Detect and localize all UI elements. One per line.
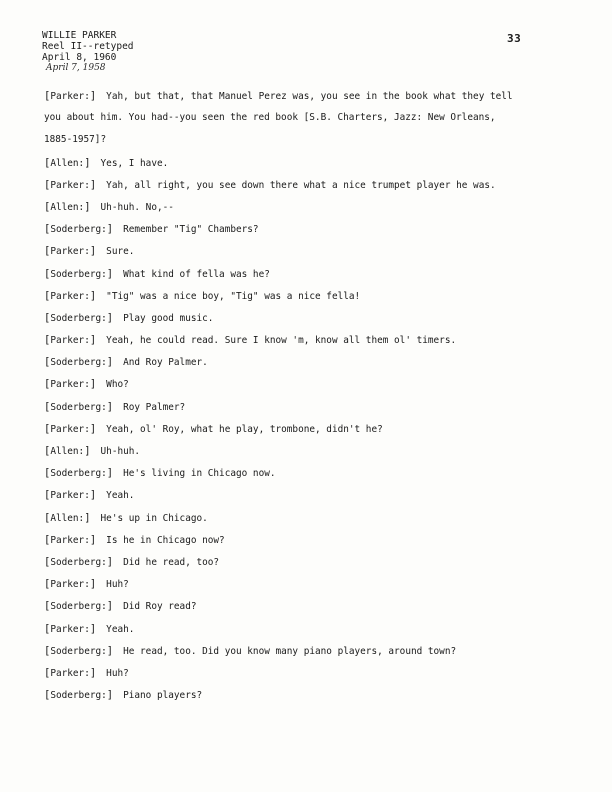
- speaker-label: [44, 85, 96, 108]
- speaker-name: Parker:: [50, 534, 90, 546]
- speaker-label: [44, 152, 91, 175]
- utterance-text: Huh?: [106, 667, 129, 679]
- transcript-line: [44, 396, 564, 418]
- transcript-line: [44, 373, 564, 395]
- close-bracket: ]: [106, 644, 114, 657]
- utterance-text: Uh-huh. No,--: [100, 201, 174, 213]
- utterance-text: And Roy Palmer.: [123, 357, 208, 369]
- speaker-label: [44, 174, 96, 197]
- speaker-label: [44, 573, 96, 596]
- open-bracket: [: [44, 578, 51, 591]
- transcript-line: [44, 684, 564, 706]
- transcript-line: [44, 573, 564, 595]
- transcript-line: [44, 418, 564, 440]
- open-bracket: [: [44, 666, 51, 679]
- utterance-continuation: you about him. You had--you seen the red book [S.B. Charters, Jazz: New Orleans,: [44, 112, 496, 124]
- close-bracket: ]: [89, 622, 97, 635]
- transcript-line: [44, 440, 564, 462]
- close-bracket: ]: [89, 422, 97, 435]
- utterance-text: Piano players?: [123, 690, 203, 702]
- close-bracket: ]: [89, 90, 97, 102]
- speaker-label: [44, 507, 91, 530]
- close-bracket: ]: [89, 245, 97, 258]
- speaker-label: [44, 551, 113, 574]
- utterance-text: He read, too. Did you know many piano players, around town?: [123, 645, 457, 657]
- speaker-name: Parker:: [50, 490, 90, 502]
- speaker-label: [44, 440, 91, 463]
- utterance-text: He's up in Chicago.: [100, 512, 208, 524]
- close-bracket: ]: [89, 289, 97, 302]
- close-bracket: ]: [89, 666, 97, 679]
- speaker-name: Parker:: [50, 91, 90, 102]
- speaker-name: Soderberg:: [50, 401, 107, 413]
- open-bracket: [: [44, 600, 51, 613]
- open-bracket: [: [44, 156, 51, 169]
- handwritten-date: April 7, 1958: [46, 63, 106, 73]
- utterance-text: Play good music.: [123, 312, 214, 324]
- close-bracket: ]: [84, 511, 91, 524]
- speaker-label: [44, 640, 113, 663]
- close-bracket: ]: [89, 489, 97, 502]
- speaker-name: Soderberg:: [50, 601, 107, 613]
- close-bracket: ]: [106, 600, 114, 613]
- speaker-label: [44, 329, 96, 352]
- speaker-name: Parker:: [50, 290, 90, 302]
- open-bracket: [: [44, 689, 51, 702]
- speaker-label: [44, 373, 96, 396]
- transcript-line: [44, 107, 564, 129]
- speaker-label: [44, 418, 96, 441]
- reel-label: Reel II--retyped: [42, 41, 134, 52]
- speaker-name: Parker:: [50, 179, 90, 191]
- open-bracket: [: [44, 267, 51, 280]
- utterance-text: Sure.: [106, 246, 135, 258]
- speaker-name: Parker:: [50, 423, 90, 435]
- utterance-text: Did Roy read?: [123, 601, 197, 613]
- transcript-line: [44, 351, 564, 373]
- speaker-label: [44, 218, 113, 241]
- utterance-text: Yah, all right, you see down there what a nice trumpet player he was.: [106, 179, 496, 191]
- speaker-label: [44, 484, 96, 507]
- close-bracket: ]: [106, 311, 114, 324]
- utterance-text: Roy Palmer?: [123, 401, 186, 413]
- utterance-text: Yeah, ol' Roy, what he play, trombone, didn't he?: [106, 423, 383, 435]
- close-bracket: ]: [89, 533, 97, 546]
- speaker-label: [44, 662, 96, 685]
- speaker-name: Soderberg:: [50, 468, 107, 480]
- speaker-label: [44, 529, 96, 552]
- document-header: [42, 30, 134, 74]
- utterance-text: Uh-huh.: [100, 446, 141, 457]
- page-number: 33: [507, 32, 522, 45]
- speaker-name: Parker:: [50, 379, 90, 391]
- transcript-line: [44, 618, 564, 640]
- transcript-line: [44, 329, 564, 351]
- close-bracket: ]: [106, 356, 114, 369]
- speaker-label: [44, 307, 113, 330]
- speaker-name: Parker:: [50, 667, 90, 679]
- transcript-line: [44, 85, 564, 107]
- speaker-name: Allen:: [50, 446, 85, 457]
- speaker-name: Parker:: [50, 623, 90, 635]
- speaker-label: [44, 240, 96, 263]
- open-bracket: [: [44, 356, 51, 369]
- transcript-line: [44, 595, 564, 617]
- speaker-name: Parker:: [50, 246, 90, 258]
- speaker-name: Allen:: [50, 201, 85, 213]
- utterance-text: "Tig" was a nice boy, "Tig" was a nice fella!: [106, 290, 361, 302]
- speaker-label: [44, 263, 113, 286]
- close-bracket: ]: [89, 378, 97, 391]
- close-bracket: ]: [89, 334, 97, 347]
- speaker-name: Soderberg:: [50, 268, 107, 280]
- utterance-text: Did he read, too?: [123, 556, 220, 568]
- speaker-name: Soderberg:: [50, 690, 107, 702]
- open-bracket: [: [44, 178, 51, 191]
- speaker-name: Allen:: [50, 512, 85, 524]
- transcript-line: [44, 174, 564, 196]
- transcript-body: [44, 85, 564, 706]
- utterance-text: Huh?: [106, 579, 129, 591]
- utterance-text: Yes, I have.: [100, 157, 169, 169]
- transcript-line: [44, 218, 564, 240]
- close-bracket: ]: [84, 445, 91, 457]
- open-bracket: [: [44, 400, 51, 413]
- utterance-continuation: 1885-1957]?: [44, 134, 107, 146]
- speaker-name: Soderberg:: [50, 312, 107, 324]
- utterance-text: Yeah.: [106, 490, 135, 502]
- transcript-line: [44, 307, 564, 329]
- utterance-text: Remember "Tig" Chambers?: [123, 224, 259, 236]
- speaker-name: Parker:: [50, 579, 90, 591]
- speaker-label: [44, 684, 113, 707]
- close-bracket: ]: [106, 267, 114, 280]
- transcript-line: [44, 507, 564, 529]
- close-bracket: ]: [106, 223, 114, 236]
- close-bracket: ]: [89, 178, 97, 191]
- open-bracket: [: [44, 289, 51, 302]
- open-bracket: [: [44, 445, 51, 457]
- close-bracket: ]: [106, 689, 114, 702]
- transcript-line: [44, 196, 564, 218]
- open-bracket: [: [44, 467, 51, 480]
- speaker-name: Allen:: [50, 157, 85, 169]
- transcript-line: [44, 129, 564, 151]
- speaker-label: [44, 595, 113, 618]
- speaker-label: [44, 285, 96, 308]
- open-bracket: [: [44, 334, 51, 347]
- interviewee-name: WILLIE PARKER: [42, 30, 117, 41]
- transcript-line: [44, 662, 564, 684]
- close-bracket: ]: [84, 156, 91, 169]
- open-bracket: [: [44, 311, 51, 324]
- utterance-text: He's living in Chicago now.: [123, 468, 276, 480]
- utterance-text: Is he in Chicago now?: [106, 534, 225, 546]
- utterance-text: Who?: [106, 379, 129, 391]
- speaker-label: [44, 618, 96, 641]
- open-bracket: [: [44, 245, 51, 258]
- open-bracket: [: [44, 555, 51, 568]
- utterance-text: Yah, but that, that Manuel Perez was, you see in the book what they tell: [106, 91, 513, 102]
- close-bracket: ]: [106, 555, 114, 568]
- close-bracket: ]: [89, 578, 97, 591]
- open-bracket: [: [44, 533, 51, 546]
- open-bracket: [: [44, 223, 51, 236]
- speaker-name: Soderberg:: [50, 556, 107, 568]
- speaker-name: Soderberg:: [50, 645, 107, 657]
- speaker-label: [44, 351, 113, 374]
- transcript-line: [44, 551, 564, 573]
- speaker-label: [44, 196, 91, 219]
- open-bracket: [: [44, 511, 51, 524]
- transcript-line: [44, 152, 564, 174]
- transcript-line: [44, 529, 564, 551]
- transcript-line: [44, 640, 564, 662]
- speaker-name: Soderberg:: [50, 224, 107, 236]
- close-bracket: ]: [106, 400, 114, 413]
- open-bracket: [: [44, 90, 51, 102]
- utterance-text: Yeah, he could read. Sure I know 'm, know all them ol' timers.: [106, 335, 457, 347]
- open-bracket: [: [44, 644, 51, 657]
- utterance-text: What kind of fella was he?: [123, 268, 270, 280]
- transcript-line: [44, 263, 564, 285]
- open-bracket: [: [44, 489, 51, 502]
- open-bracket: [: [44, 422, 51, 435]
- transcript-line: [44, 285, 564, 307]
- speaker-label: [44, 396, 113, 419]
- open-bracket: [: [44, 200, 51, 213]
- transcript-line: [44, 240, 564, 262]
- utterance-text: Yeah.: [106, 623, 135, 635]
- speaker-name: Soderberg:: [50, 357, 107, 369]
- speaker-name: Parker:: [50, 335, 90, 347]
- transcript-line: [44, 462, 564, 484]
- open-bracket: [: [44, 622, 51, 635]
- typed-date: April 8, 1960: [42, 52, 117, 63]
- close-bracket: ]: [106, 467, 114, 480]
- transcript-line: [44, 484, 564, 506]
- close-bracket: ]: [84, 200, 91, 213]
- open-bracket: [: [44, 378, 51, 391]
- speaker-label: [44, 462, 113, 485]
